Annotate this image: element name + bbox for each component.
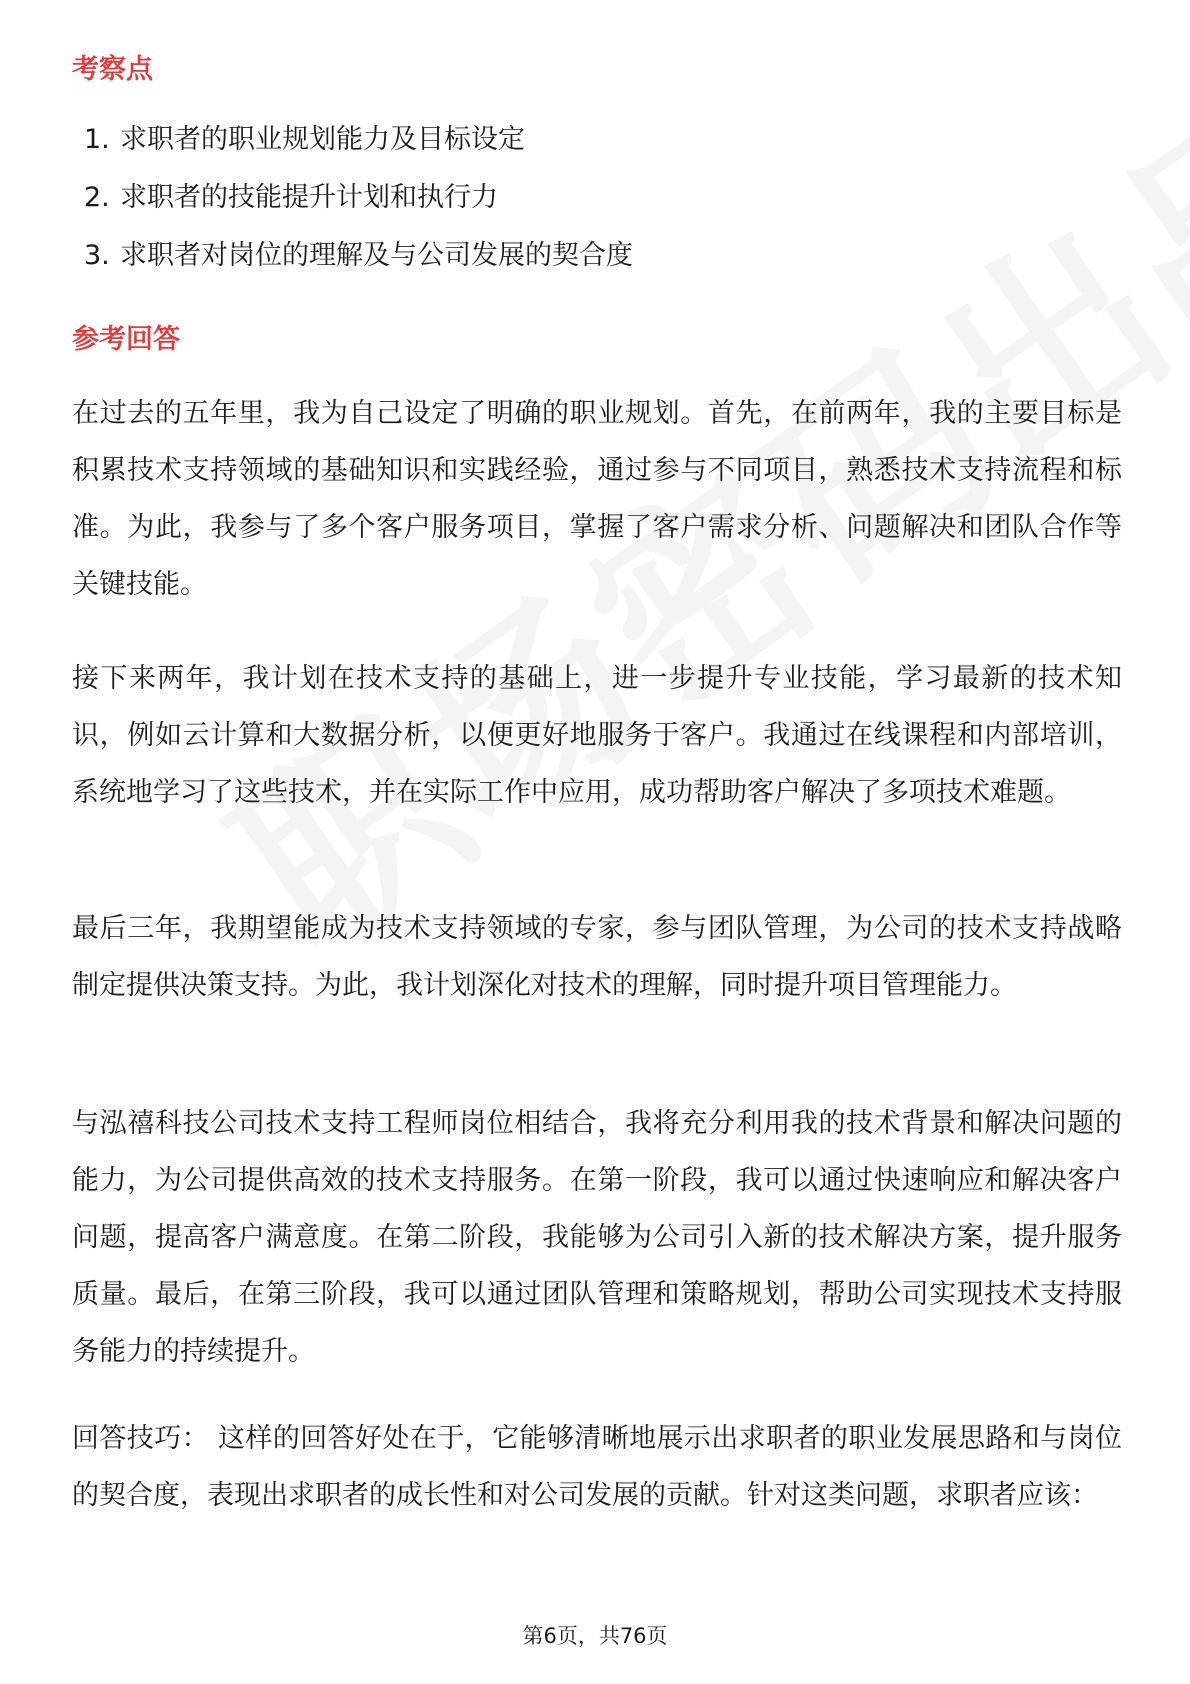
list-text: 求职者的技能提升计划和执行力: [120, 182, 498, 213]
section-title-assessment-points: 考察点: [72, 54, 153, 85]
assessment-points-list: [84, 120, 633, 294]
section-title-reference-answer: 参考回答: [72, 324, 180, 355]
answer-paragraph-3: 最后三年，我期望能成为技术支持领域的专家，参与团队管理，为公司的技术支持战略制定提供决策支持。为此，我计划深化对技术的理解，同时提升项目管理能力。: [72, 913, 1122, 1001]
list-item: [84, 236, 633, 294]
list-item: [84, 178, 633, 236]
list-text: 求职者的职业规划能力及目标设定: [120, 124, 525, 155]
page-number-footer: 第6页，共76页: [522, 1624, 668, 1648]
answer-paragraph-1: 在过去的五年里，我为自己设定了明确的职业规划。首先，在前两年，我的主要目标是积累技术支持领域的基础知识和实践经验，通过参与不同项目，熟悉技术支持流程和标准。为此，我参与了多个客户服务项目，掌握了客户需求分析、问题解决和团队合作等关键技能。: [72, 398, 1122, 600]
list-number: 3.: [84, 240, 110, 271]
list-item: [84, 120, 633, 178]
list-number: 1.: [84, 124, 110, 155]
answer-paragraph-4: 与泓禧科技公司技术支持工程师岗位相结合，我将充分利用我的技术背景和解决问题的能力，为公司提供高效的技术支持服务。在第一阶段，我可以通过快速响应和解决客户问题，提高客户满意度。在第二阶段，我能够为公司引入新的技术解决方案，提升服务质量。最后，在第三阶段，我可以通过团队管理和策略规划，帮助公司实现技术支持服务能力的持续提升。: [72, 1108, 1122, 1367]
answer-paragraph-2: 接下来两年，我计划在技术支持的基础上，进一步提升专业技能，学习最新的技术知识，例如云计算和大数据分析，以便更好地服务于客户。我通过在线课程和内部培训，系统地学习了这些技术，并在实际工作中应用，成功帮助客户解决了多项技术难题。: [72, 663, 1122, 808]
answer-tips-paragraph: 回答技巧： 这样的回答好处在于，它能够清晰地展示出求职者的职业发展思路和与岗位的契合度，表现出求职者的成长性和对公司发展的贡献。针对这类问题，求职者应该：: [72, 1423, 1122, 1511]
list-text: 求职者对岗位的理解及与公司发展的契合度: [120, 240, 633, 271]
list-number: 2.: [84, 182, 110, 213]
